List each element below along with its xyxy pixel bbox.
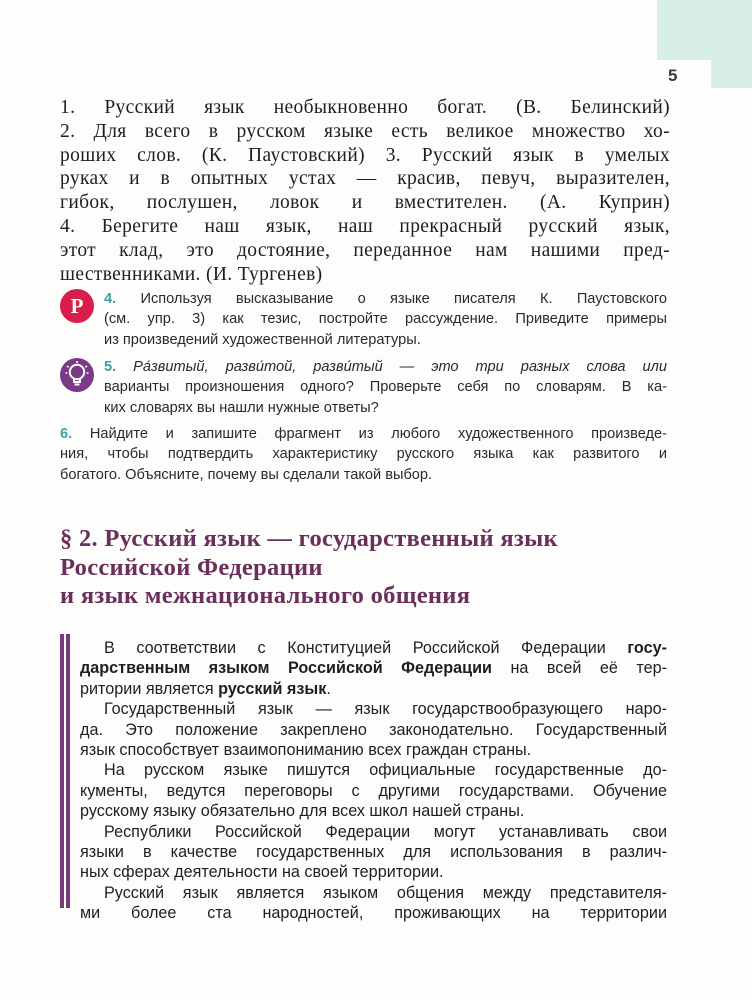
quote-line: 1. Русский язык необыкновенно богат. (В. Белинский) bbox=[60, 97, 670, 118]
section-title-line: § 2. Русский язык — государственный язык bbox=[60, 525, 558, 552]
vertical-rule-bar bbox=[66, 634, 70, 908]
quote-line: этот клад, это достояние, переданное нам нашими пред- bbox=[60, 239, 670, 261]
body-line: Республики Российской Федерации могут устанавливать свои bbox=[104, 822, 667, 841]
task-line: Найдите и запишите фрагмент из любого художественного произведе- bbox=[89, 426, 667, 442]
task-number: 5. bbox=[104, 359, 117, 375]
lightbulb-icon bbox=[60, 358, 94, 392]
body-line: На русском языке пишутся официальные государственные до- bbox=[104, 761, 667, 780]
task-line: ния, чтобы подтвердить характеристику русского языка как развитого и bbox=[60, 446, 667, 463]
body-line: Русский язык является языком общения между представителя- bbox=[104, 883, 667, 902]
page-number: 5 bbox=[668, 66, 678, 85]
task-line: ких словарях вы нашли нужные ответы? bbox=[104, 399, 379, 416]
r-letter-icon: Р bbox=[60, 289, 94, 323]
task-line: богатого. Объясните, почему вы сделали такой выбор. bbox=[60, 466, 433, 483]
page-corner-tab-lower bbox=[711, 60, 752, 88]
task-line: из произведений художественной литературы. bbox=[104, 331, 421, 348]
body-line: ритории является русский язык. bbox=[80, 679, 331, 698]
quote-line: 4. Берегите наш язык, наш прекрасный русский язык, bbox=[60, 215, 670, 237]
task-4 bbox=[104, 289, 667, 350]
body-line: дарственным языком Российской Федерации на всей её тер- bbox=[80, 659, 667, 678]
quote-line: 2. Для всего в русском языке есть великое множество хо- bbox=[60, 120, 670, 142]
section-title bbox=[60, 525, 690, 611]
bold-term: русский язык bbox=[218, 679, 327, 698]
section-title-line: и язык межнационального общения bbox=[60, 582, 471, 609]
quote-line: шественниками. (И. Тургенев) bbox=[60, 263, 323, 285]
body-line: В соответствии с Конституцией Российской Федерации госу- bbox=[104, 639, 667, 657]
task-line: Ра́звитый, разви́той, разви́тый — это три разных слова или bbox=[133, 359, 667, 375]
bold-term: дарственным языком Российской Федерации bbox=[80, 659, 492, 678]
body-line: язык способствует взаимопониманию всех граждан страны. bbox=[80, 741, 532, 760]
bold-term: госу- bbox=[627, 639, 667, 657]
body-line: да. Это положение закреплено законодательно. Государственный bbox=[80, 720, 667, 739]
quote-line: руках и в опытных устах — красив, певуч, выразителен, bbox=[60, 168, 670, 190]
page-corner-tab bbox=[657, 0, 752, 60]
quote-line: роших слов. (К. Паустовский) 3. Русский язык в умелых bbox=[60, 144, 670, 166]
task-number: 6. bbox=[60, 426, 73, 442]
quote-line: гибок, послушен, ловок и вместителен. (А. Куприн) bbox=[60, 192, 670, 214]
vertical-rule-bar bbox=[60, 634, 64, 908]
body-line: языки в качестве государственных для использования в различ- bbox=[80, 843, 667, 862]
task-6 bbox=[60, 424, 667, 485]
task-line: (см. упр. 3) как тезис, постройте рассуждение. Приведите примеры bbox=[104, 311, 667, 328]
body-line: ми более ста народностей, проживающих на территории bbox=[80, 904, 667, 923]
body-line: Государственный язык — язык государствообразующего наро- bbox=[104, 700, 667, 719]
section-title-line: Российской Федерации bbox=[60, 553, 323, 581]
body-line: ных сферах деятельности на своей территории. bbox=[80, 863, 444, 882]
task-number: 4. bbox=[104, 291, 117, 307]
vertical-rule bbox=[60, 634, 70, 908]
task-5 bbox=[104, 357, 667, 418]
quotes-block bbox=[60, 96, 670, 286]
body-line: кументы, ведутся переговоры с другими государствами. Обучение bbox=[80, 781, 667, 800]
body-text bbox=[80, 638, 667, 924]
task-line: Используя высказывание о языке писателя К. Паустовского bbox=[140, 291, 667, 307]
task-line: варианты произношения одного? Проверьте себя по словарям. В ка- bbox=[104, 379, 667, 396]
body-line: русскому языку обязательно для всех школ нашей страны. bbox=[80, 802, 525, 821]
